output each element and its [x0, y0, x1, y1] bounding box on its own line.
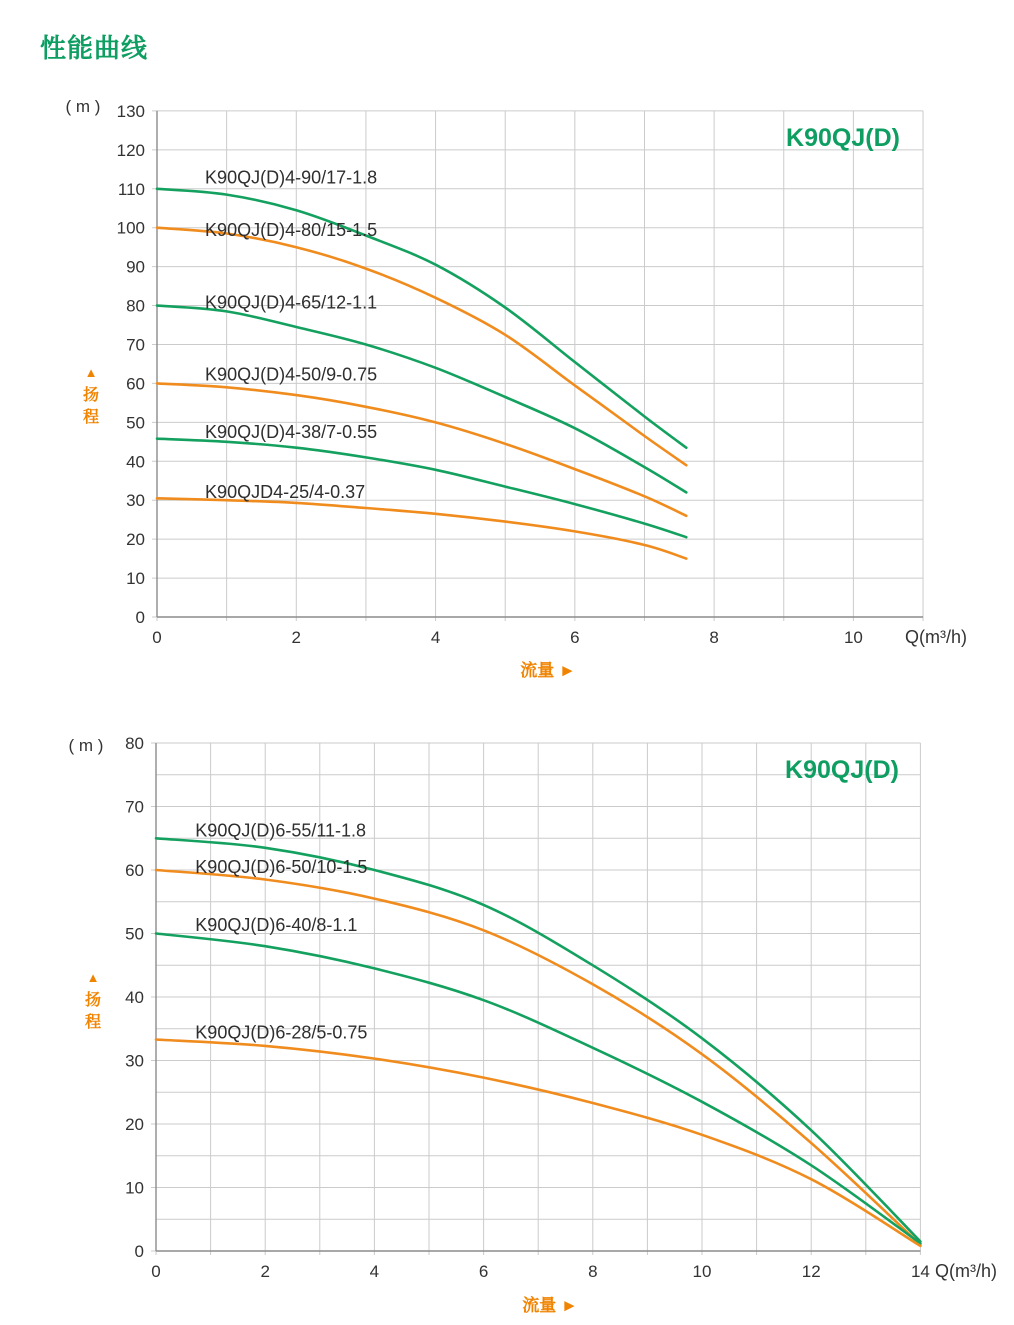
y-tick-label: 10 — [125, 1178, 144, 1198]
y-tick-label: 120 — [116, 140, 145, 160]
y-tick-label: 40 — [126, 452, 145, 472]
curve-label: K90QJ(D)6-50/10-1.5 — [195, 857, 368, 878]
y-tick-label: 70 — [126, 335, 145, 355]
curve-label: K90QJD4-25/4-0.37 — [205, 481, 366, 502]
curve-label: K90QJ(D)4-65/12-1.1 — [205, 292, 378, 313]
x-tick-label: 6 — [570, 628, 580, 647]
performance-chart-top — [66, 97, 967, 680]
y-unit-label: ( m ) — [68, 736, 104, 755]
y-tick-label: 100 — [116, 218, 145, 238]
x-tick-label: 2 — [260, 1262, 270, 1281]
y-unit-label: ( m ) — [65, 97, 101, 116]
y-tick-label: 30 — [125, 1051, 144, 1071]
curve-label: K90QJ(D)4-50/9-0.75 — [205, 364, 378, 385]
x-tick-label: 4 — [430, 628, 441, 647]
head-axis-label: 程 — [84, 1014, 102, 1031]
flow-axis-label: 流量 ► — [522, 1296, 578, 1315]
flow-axis-label: 流量 ► — [520, 661, 576, 680]
y-tick-label: 40 — [125, 988, 144, 1007]
curve-label: K90QJ(D)4-80/15-1.5 — [205, 219, 378, 240]
y-tick-label: 10 — [126, 569, 145, 589]
y-tick-label: 60 — [126, 374, 145, 394]
y-tick-label: 0 — [134, 1242, 144, 1261]
curve-label: K90QJ(D)6-28/5-0.75 — [195, 1022, 368, 1043]
x-tick-label: 14 — [910, 1262, 930, 1281]
head-axis-arrow-icon: ▲ — [86, 970, 100, 985]
x-tick-label: 12 — [801, 1262, 821, 1281]
x-tick-label: 0 — [151, 1262, 161, 1281]
model-label: K90QJ(D) — [786, 124, 900, 152]
head-axis-label: 扬 — [84, 992, 102, 1009]
y-tick-label: 30 — [126, 491, 145, 511]
y-tick-label: 50 — [126, 413, 145, 433]
y-tick-label: 60 — [125, 861, 144, 880]
curve-label: K90QJ(D)4-90/17-1.8 — [205, 167, 378, 188]
page-title: 性能曲线 — [40, 33, 149, 63]
curve-label: K90QJ(D)6-55/11-1.8 — [195, 820, 367, 841]
x-tick-label: 6 — [478, 1262, 489, 1281]
pump-curve — [157, 306, 686, 493]
x-tick-label: 0 — [152, 628, 162, 647]
head-axis-arrow-icon: ▲ — [84, 365, 98, 380]
y-tick-label: 90 — [126, 257, 145, 277]
x-tick-label: 8 — [588, 1262, 598, 1281]
y-tick-label: 80 — [126, 296, 145, 316]
head-axis-label: 扬 — [82, 387, 100, 404]
head-axis-label: 程 — [82, 409, 100, 426]
y-tick-label: 70 — [125, 797, 144, 817]
y-tick-label: 20 — [125, 1115, 144, 1134]
x-tick-label: 4 — [369, 1262, 380, 1281]
pump-curve — [157, 498, 686, 558]
x-tick-label: 8 — [709, 628, 719, 647]
y-tick-label: 0 — [135, 608, 145, 627]
y-tick-label: 80 — [125, 734, 144, 753]
curve-label: K90QJ(D)4-38/7-0.55 — [205, 421, 378, 442]
y-tick-label: 130 — [116, 101, 145, 121]
x-unit-label: Q(m³/h) — [905, 627, 967, 647]
x-tick-label: 2 — [291, 628, 302, 647]
model-label: K90QJ(D) — [785, 756, 899, 784]
x-tick-label: 10 — [843, 628, 863, 647]
y-tick-label: 110 — [117, 179, 145, 199]
y-tick-label: 20 — [126, 530, 145, 550]
x-tick-label: 10 — [692, 1262, 712, 1281]
y-tick-label: 50 — [125, 924, 144, 944]
curve-label: K90QJ(D)6-40/8-1.1 — [195, 914, 358, 935]
performance-chart-bottom — [69, 734, 997, 1315]
x-unit-label: Q(m³/h) — [935, 1261, 997, 1281]
